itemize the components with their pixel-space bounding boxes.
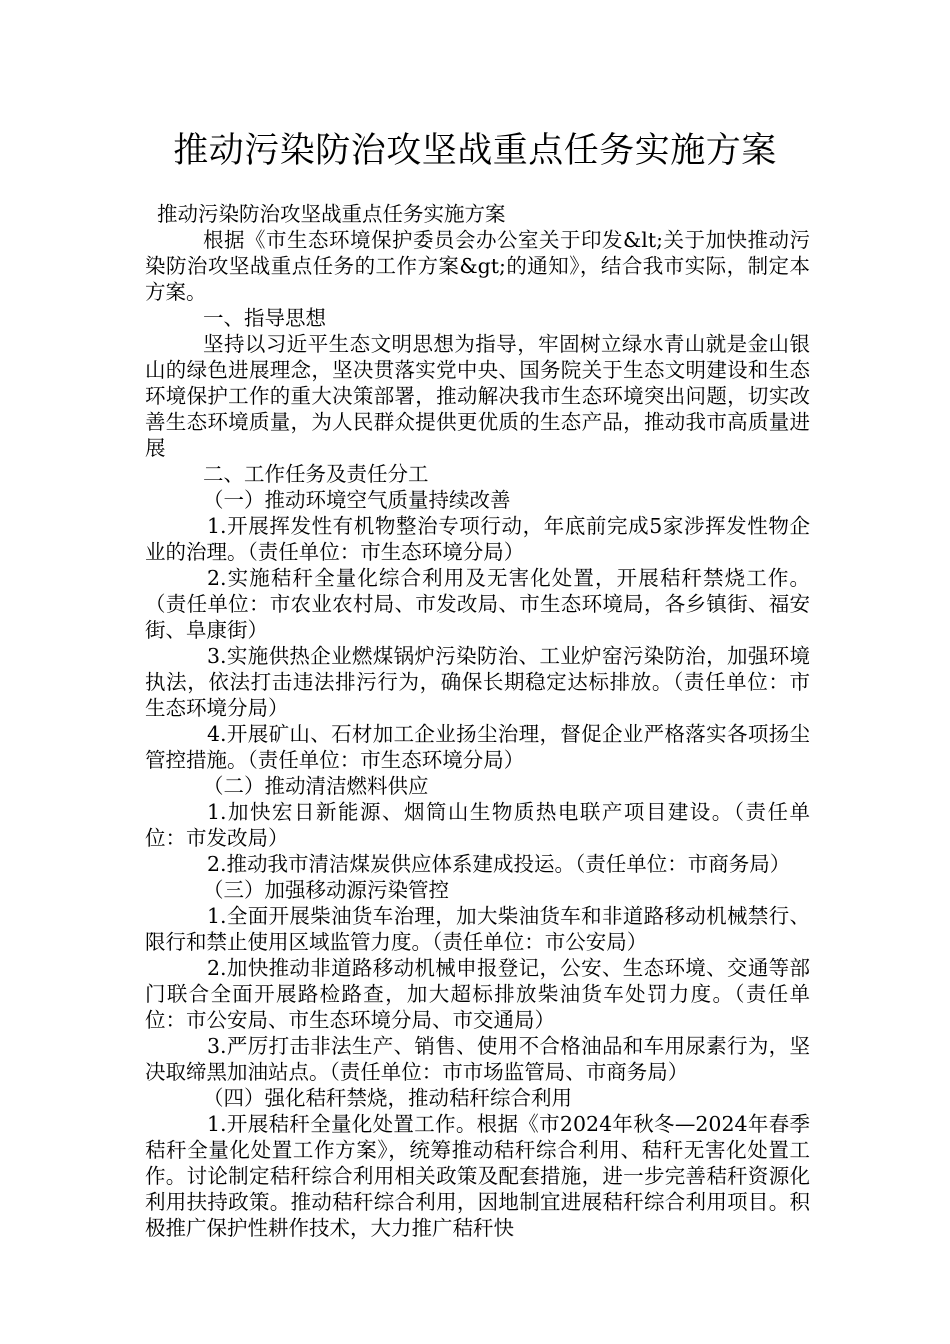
- task-item: 2.实施秸秆全量化综合利用及无害化处置，开展秸秆禁烧工作。（责任单位：市农业农村局、市发改局、市生态环境局，各乡镇街、福安街、阜康街）: [145, 566, 810, 642]
- subsection-heading: （二）推动清洁燃料供应: [203, 774, 429, 798]
- subsection-heading: （四）强化秸秆禁烧，推动秸秆综合利用: [203, 1086, 572, 1110]
- document-title: 推动污染防治攻坚战重点任务实施方案: [173, 131, 777, 171]
- task-item: 4.开展矿山、石材加工企业扬尘治理，督促企业严格落实各项扬尘管控措施。（责任单位：市生态环境分局）: [145, 722, 810, 772]
- section-heading: 二、工作任务及责任分工: [203, 462, 429, 486]
- body-paragraph: 坚持以习近平生态文明思想为指导，牢固树立绿水青山就是金山银山的绿色进展理念，坚决贯落实党中央、国务院关于生态文明建设和生态环境保护工作的重大决策部署，推动解决我市生态环境突出问题，切实改善生态环境质量，为人民群众提供更优质的生态产品，推动我市高质量进展: [145, 332, 810, 460]
- task-item: 1.开展秸秆全量化处置工作。根据《市2024年秋冬—2024年春季秸秆全量化处置工作方案》，统筹推动秸秆综合利用、秸秆无害化处置工作。讨论制定秸秆综合利用相关政策及配套措施，进一步完善秸秆资源化利用扶持政策。推动秸秆综合利用，因地制宜进展秸秆综合利用项目。积极推广保护性耕作技术，大力推广秸秆快: [145, 1112, 810, 1240]
- subsection-heading: （三）加强移动源污染管控: [203, 878, 449, 902]
- section-heading: 一、指导思想: [203, 306, 326, 330]
- task-item: 2.加快推动非道路移动机械申报登记，公安、生态环境、交通等部门联合全面开展路检路查，加大超标排放柴油货车处罚力度。（责任单位：市公安局、市生态环境分局、市交通局）: [145, 956, 810, 1032]
- task-item: 1.开展挥发性有机物整治专项行动，年底前完成5家涉挥发性物企业的治理。（责任单位：市生态环境分局）: [145, 514, 810, 564]
- task-item: 2.推动我市清洁煤炭供应体系建成投运。（责任单位：市商务局）: [207, 852, 791, 876]
- intro-paragraph: 根据《市生态环境保护委员会办公室关于印发&lt;关于加快推动污染防治攻坚战重点任务的工作方案&gt;的通知》，结合我市实际，制定本方案。: [145, 228, 810, 304]
- task-item: 3.实施供热企业燃煤锅炉污染防治、工业炉窑污染防治，加强环境执法，依法打击违法排污行为，确保长期稳定达标排放。（责任单位：市生态环境分局）: [145, 644, 810, 720]
- subsection-heading: （一）推动环境空气质量持续改善: [203, 488, 511, 512]
- task-item: 1.全面开展柴油货车治理，加大柴油货车和非道路移动机械禁行、限行和禁止使用区域监管力度。（责任单位：市公安局）: [145, 904, 810, 954]
- task-item: 1.加快宏日新能源、烟筒山生物质热电联产项目建设。（责任单位：市发改局）: [145, 800, 810, 850]
- document-body: [145, 201, 810, 1241]
- task-item: 3.严厉打击非法生产、销售、使用不合格油品和车用尿素行为，坚决取缔黑加油站点。（责任单位：市市场监管局、市商务局）: [145, 1034, 810, 1084]
- subtitle-paragraph: 推动污染防治攻坚战重点任务实施方案: [157, 202, 506, 226]
